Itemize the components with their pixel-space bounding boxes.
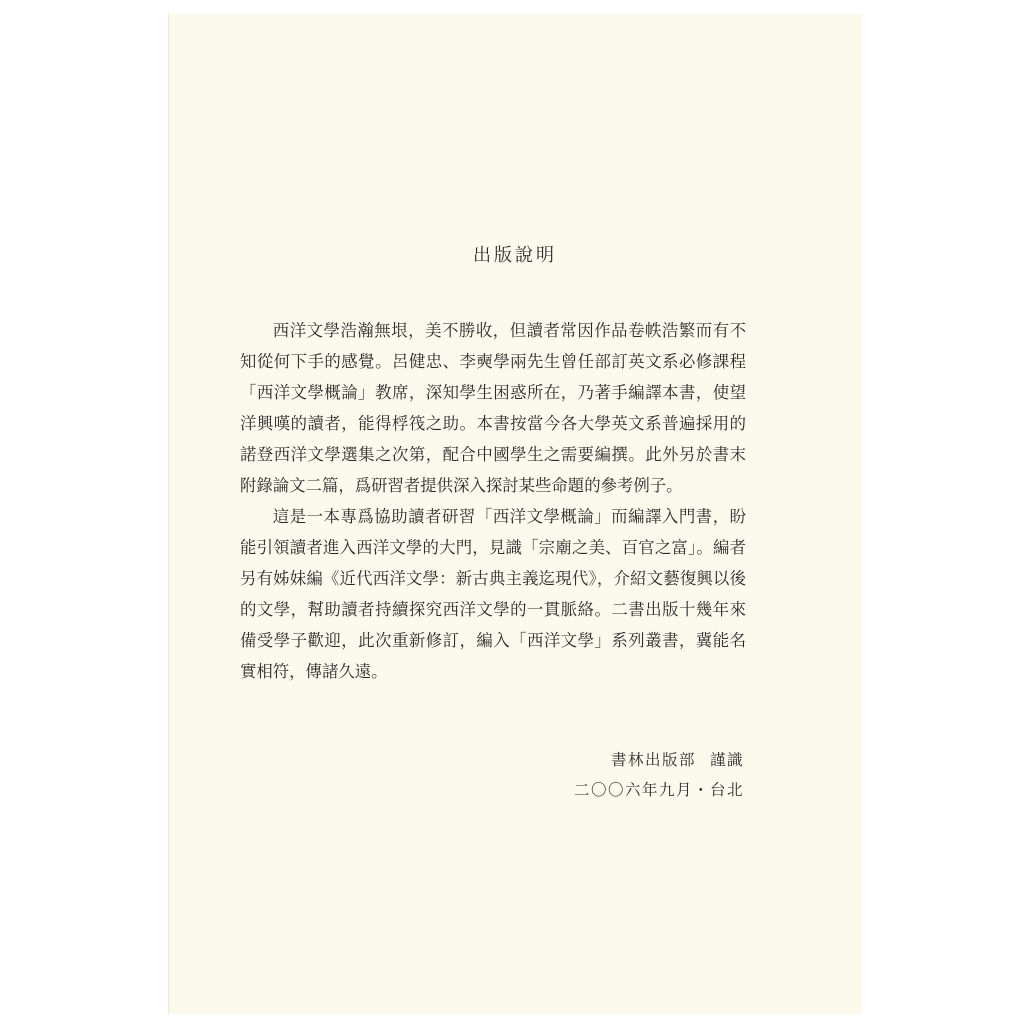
- respectfully-noted: 謹識: [709, 751, 744, 769]
- page-title: 出版說明: [473, 245, 557, 266]
- paragraph-2: 這是一本專爲協助讀者研習「西洋文學概論」而編譯入門書，盼能引領讀者進入西洋文學的大門，見識「宗廟之美、百官之富」。編者另有姊妹編《近代西洋文學：新古典主義迄現代》，介紹文藝復興以後的文學，幫助讀者持續探究西洋文學的一貫脈絡。二書出版十幾年來備受學子歡迎，此次重新修訂，編入「西洋文學」系列叢書，冀能名實相符，傳諸久遠。: [240, 507, 746, 681]
- paragraph-1: 西洋文學浩瀚無垠，美不勝收，但讀者常因作品卷帙浩繁而有不知從何下手的感覺。呂健忠、李奭學兩先生曾任部訂英文系必修課程「西洋文學概論」教席，深知學生困惑所在，乃著手編譯本書，使望洋興嘆的讀者，能得桴筏之助。本書按當今各大學英文系普遍採用的諾登西洋文學選集之次第，配合中國學生之需要編撰。此外另於書末附錄論文二篇，爲研習者提供深入探討某些命題的參考例子。: [240, 321, 746, 495]
- book-page: [168, 14, 862, 1014]
- publisher-name: 書林出版部: [610, 751, 696, 769]
- date-place: 二〇〇六年九月・台北: [573, 781, 744, 799]
- signature-line: [611, 747, 744, 773]
- publication-note-body: [240, 315, 746, 687]
